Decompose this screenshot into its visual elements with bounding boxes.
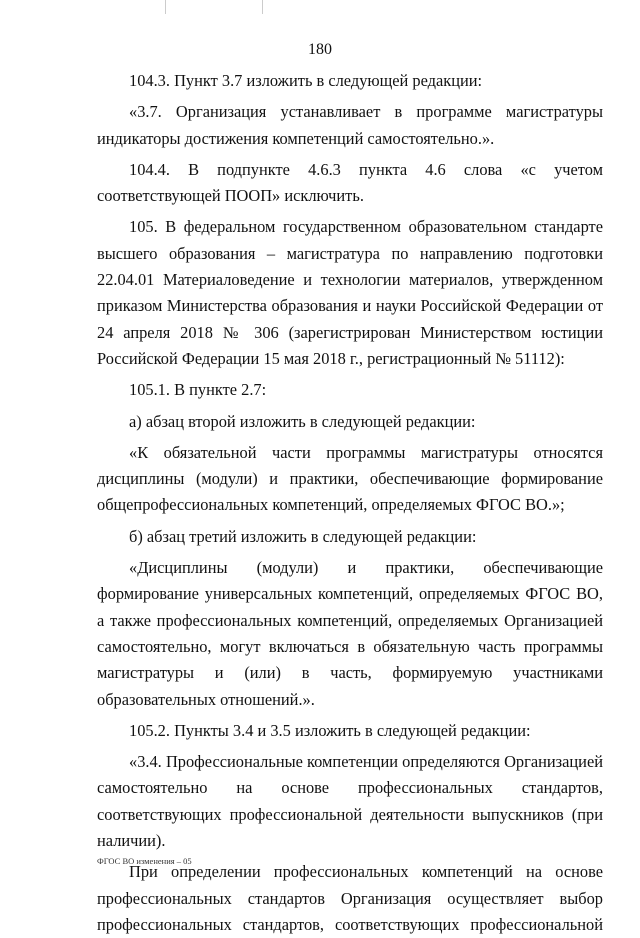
paragraph-105-2: 105.2. Пункты 3.4 и 3.5 изложить в следующей редакции:: [129, 720, 531, 740]
paragraph-104-4: 104.4. В подпункте 4.6.3 пункта 4.6 слова «с учетом соответствующей ПООП» исключить.: [97, 159, 603, 206]
paragraph-105-1: 105.1. В пункте 2.7:: [129, 380, 267, 400]
footer-note: ФГОС ВО изменения – 05: [97, 856, 192, 866]
paragraph-item-b: б) абзац третий изложить в следующей редакции:: [129, 526, 477, 546]
paragraph-quote-mandatory: «К обязательной части программы магистратуры относятся дисциплины (модули) и практики, обеспечивающие формирование общепрофессиональных компетенций, определяемых ФГОС ВО.»;: [97, 442, 603, 515]
paragraph-104-3: 104.3. Пункт 3.7 изложить в следующей редакции:: [129, 71, 483, 90]
page-number: 180: [308, 41, 332, 58]
paragraph-105: 105. В федеральном государственном образовательном стандарте высшего образования – магистратура по направлению подготовки 22.04.01 Материаловедение и технологии материалов, утвержденном приказом Министерства образования и науки Российской Федерации от 24 апреля 2018 № 306 (зарегистрирован Министерством юстиции Российской Федерации 15 мая 2018 г., регистрационный № 51112):: [97, 217, 603, 368]
scan-mark-right: [262, 0, 263, 14]
paragraph-quote-3-7: «3.7. Организация устанавливает в программе магистратуры индикаторы достижения компетенций самостоятельно.».: [97, 102, 603, 148]
paragraph-quote-disciplines: «Дисциплины (модули) и практики, обеспечивающие формирование универсальных компетенций, определяемых ФГОС ВО, а также профессиональных компетенций, определяемых Организацией самостоятельно, могут включаться в обязательную часть программы магистратуры и (или) в часть, формируемую участниками образовательных отношений.».: [97, 558, 603, 709]
paragraph-quote-3-4: «3.4. Профессиональные компетенции определяются Организацией самостоятельно на основе профессиональных стандартов, соответствующих профессиональной деятельности выпускников (при наличии).: [97, 752, 603, 851]
paragraph-prof-standards: При определении профессиональных компетенций на основе профессиональных стандартов Организация осуществляет выбор профессиональных стандартов, соответствующих профессиональной: [97, 862, 603, 934]
document-body: [97, 68, 603, 938]
paragraph-item-a: а) абзац второй изложить в следующей редакции:: [129, 411, 476, 431]
scan-mark-left: [165, 0, 166, 14]
